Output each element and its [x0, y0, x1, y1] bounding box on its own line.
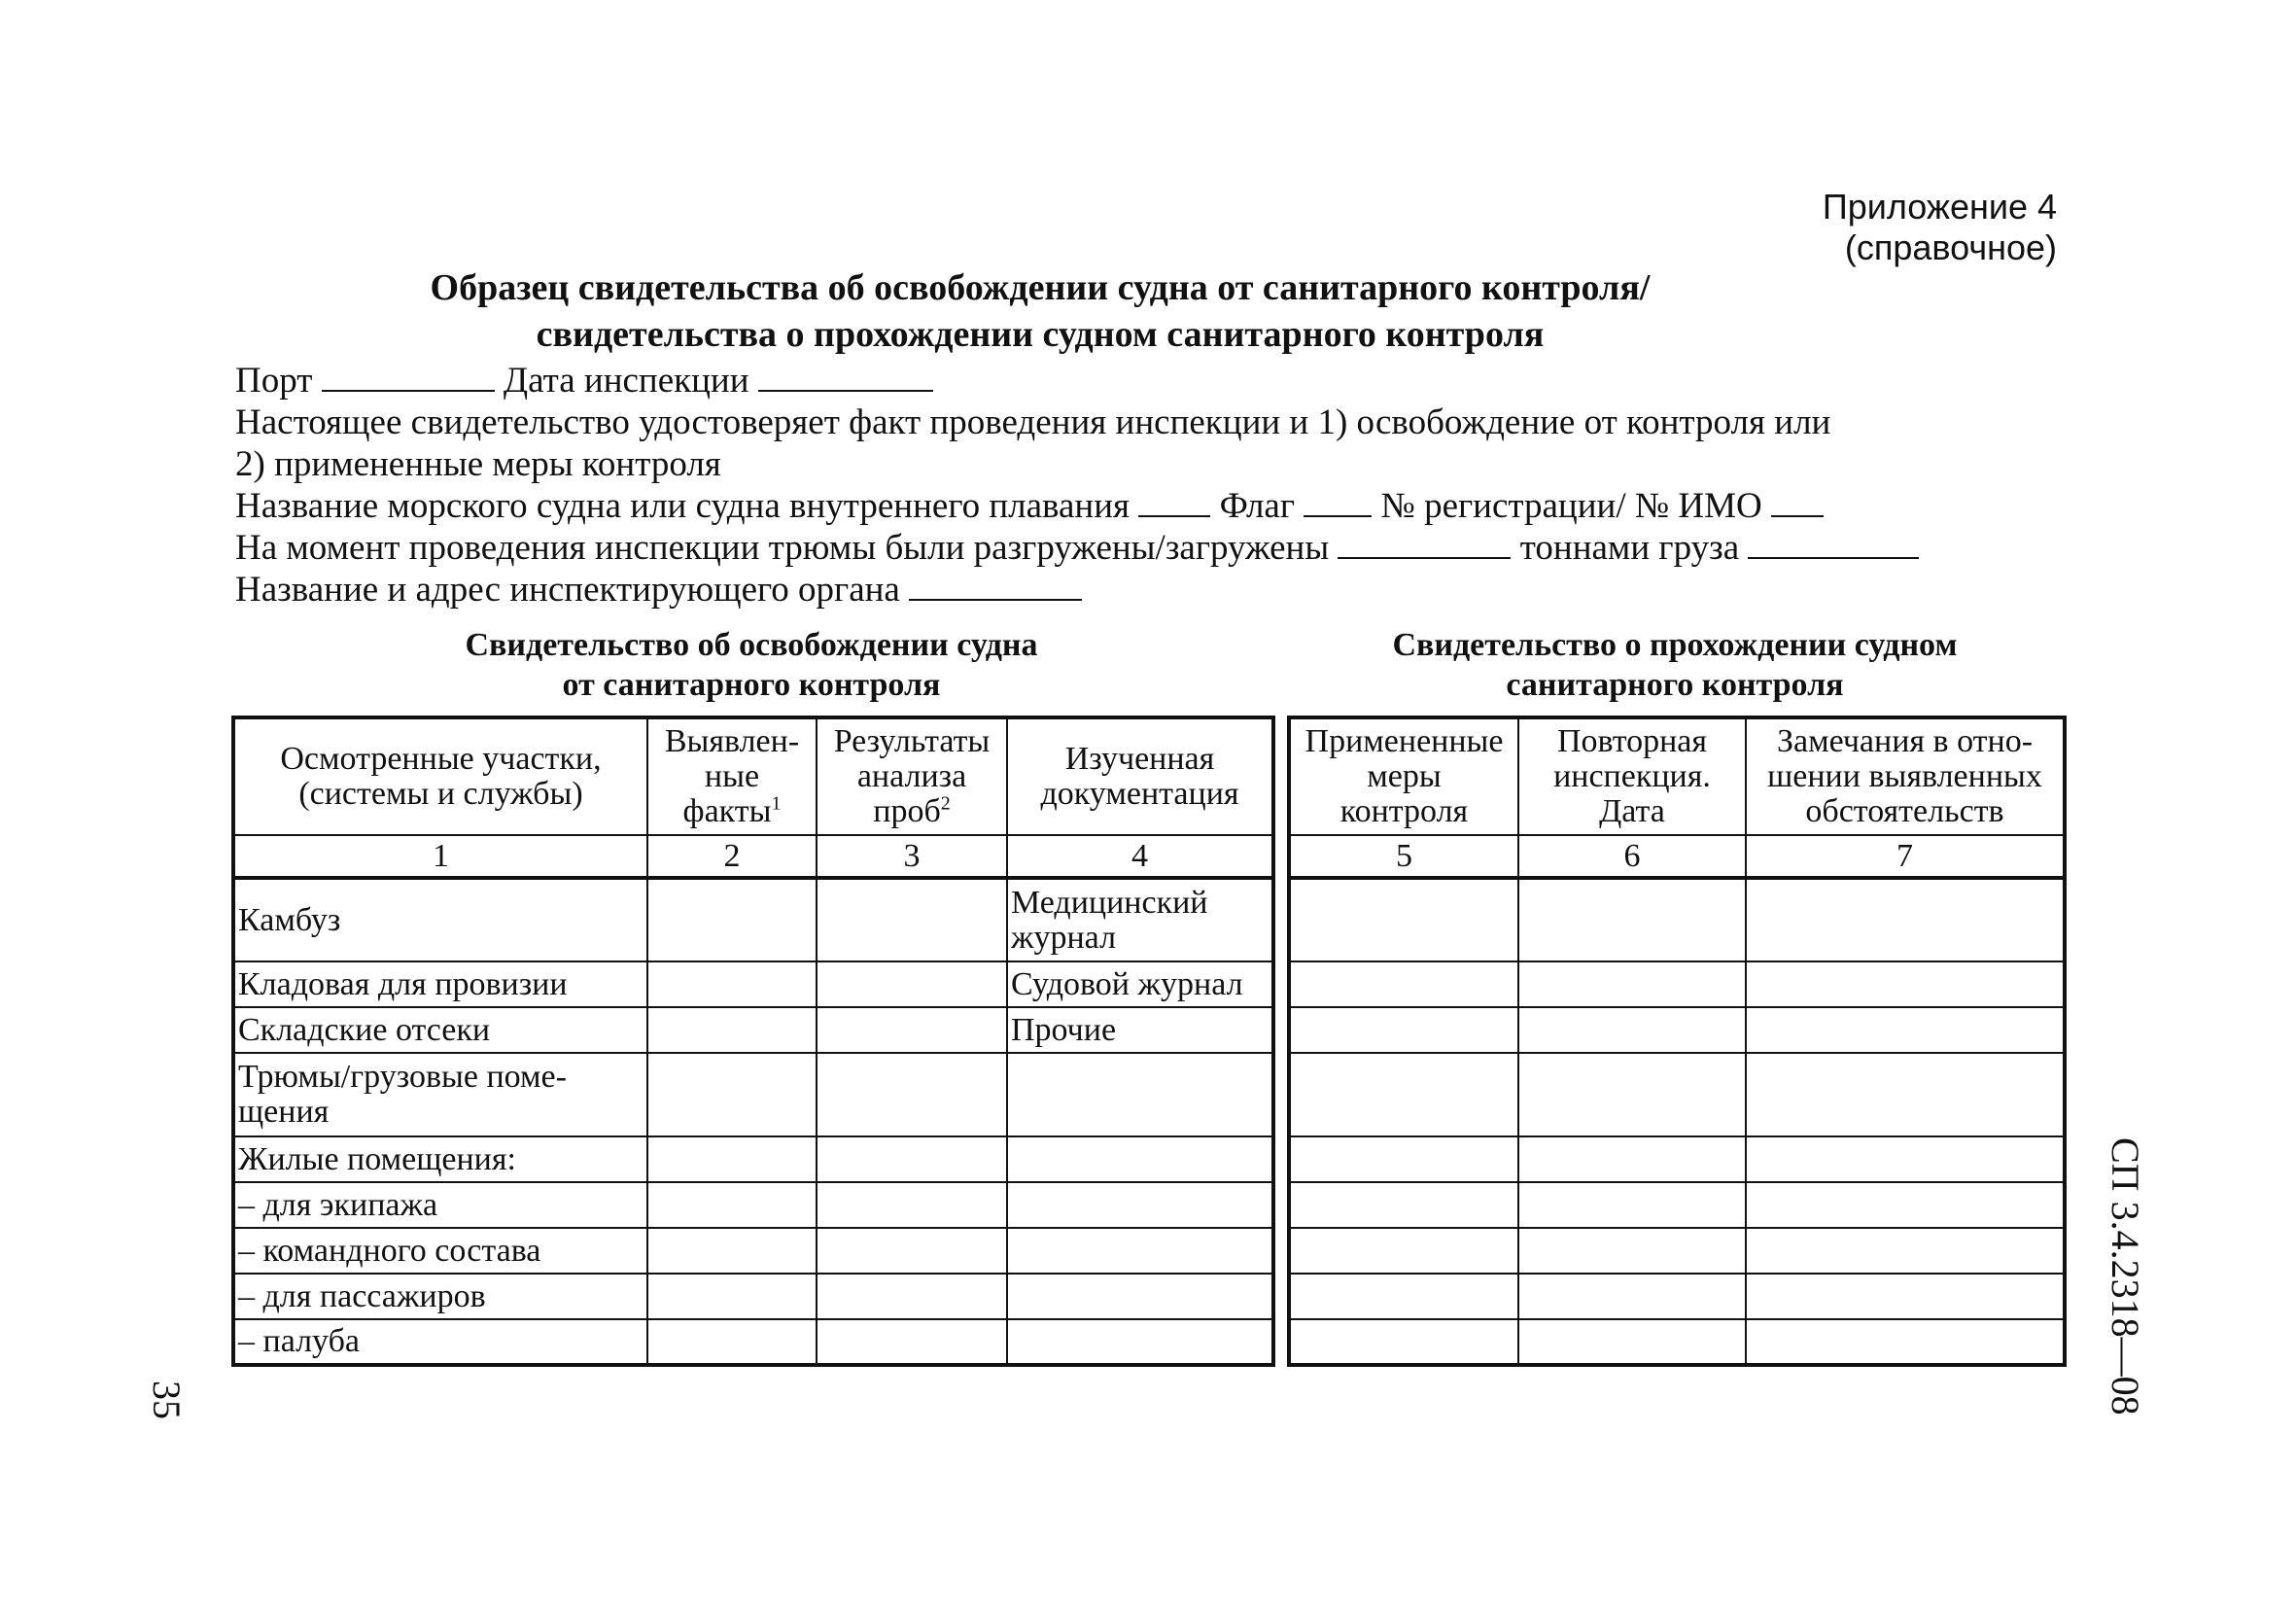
form-fields [235, 360, 2082, 611]
results-cell[interactable] [817, 878, 1007, 961]
repeat-date-cell[interactable] [1518, 878, 1746, 961]
results-cell[interactable] [817, 1053, 1007, 1136]
doc-cell[interactable] [1007, 1182, 1273, 1228]
column-number: 1 [233, 835, 647, 878]
table-row [1289, 1319, 2065, 1365]
facts-cell[interactable] [647, 1053, 817, 1136]
certifies-line-2: 2) примененные меры контроля [235, 444, 721, 484]
facts-cell[interactable] [647, 878, 817, 961]
area-cell: – для пассажиров [233, 1274, 647, 1319]
remarks-cell[interactable] [1746, 878, 2065, 961]
inspection-date-blank[interactable] [758, 361, 933, 392]
results-cell[interactable] [817, 1007, 1007, 1053]
results-cell[interactable] [817, 1274, 1007, 1319]
right-section-title-line-2: санитарного контроля [1506, 667, 1844, 703]
table-row [233, 1136, 1273, 1182]
area-cell: Трюмы/грузовые поме-щения [233, 1053, 647, 1136]
control-table [1287, 716, 2067, 1367]
left-section-title-line-2: от санитарного контроля [562, 667, 941, 703]
area-cell: Камбуз [233, 878, 647, 961]
certifies-line-1: Настоящее свидетельство удостоверяет факт проведения инспекции и 1) освобождение от контроля или [235, 402, 1831, 442]
header-applied-measures: Примененные меры контроля [1289, 717, 1518, 835]
repeat-date-cell[interactable] [1518, 1274, 1746, 1319]
table-row [1289, 1228, 2065, 1274]
measures-cell[interactable] [1289, 1182, 1518, 1228]
remarks-cell[interactable] [1746, 961, 2065, 1007]
remarks-cell[interactable] [1746, 1228, 2065, 1274]
holds-line [235, 527, 2082, 569]
doc-cell[interactable] [1007, 1136, 1273, 1182]
port-blank[interactable] [322, 361, 495, 392]
inspection-date-label: Дата инспекции [503, 361, 749, 401]
header-row [233, 717, 1273, 835]
repeat-date-cell[interactable] [1518, 1053, 1746, 1136]
doc-cell: Медицинский журнал [1007, 878, 1273, 961]
registration-label: № регистрации/ № ИМО [1380, 486, 1762, 526]
repeat-date-cell[interactable] [1518, 1136, 1746, 1182]
facts-cell[interactable] [647, 961, 817, 1007]
measures-cell[interactable] [1289, 1228, 1518, 1274]
appendix-type: (справочное) [1844, 227, 2057, 267]
table-row [1289, 1007, 2065, 1053]
doc-cell[interactable] [1007, 1274, 1273, 1319]
appendix-label [1823, 187, 2057, 268]
header-documentation: Изученная документация [1007, 717, 1273, 835]
facts-cell[interactable] [647, 1274, 817, 1319]
registration-blank[interactable] [1771, 486, 1824, 517]
vessel-name-label: Название морского судна или судна внутреннего плавания [235, 486, 1131, 526]
column-number: 3 [817, 835, 1007, 878]
table-row [233, 1007, 1273, 1053]
table-row [233, 1182, 1273, 1228]
repeat-date-cell[interactable] [1518, 1228, 1746, 1274]
flag-blank[interactable] [1304, 486, 1372, 517]
measures-cell[interactable] [1289, 1053, 1518, 1136]
title-line-1: Образец свидетельства об освобождении судна от санитарного контроля/ [430, 267, 1651, 308]
facts-cell[interactable] [647, 1319, 817, 1365]
column-numbers-row [233, 835, 1273, 878]
facts-cell[interactable] [647, 1182, 817, 1228]
remarks-cell[interactable] [1746, 1136, 2065, 1182]
facts-cell[interactable] [647, 1136, 817, 1182]
results-cell[interactable] [817, 1182, 1007, 1228]
table-row [233, 1228, 1273, 1274]
table-row [1289, 1274, 2065, 1319]
measures-cell[interactable] [1289, 961, 1518, 1007]
doc-cell[interactable] [1007, 1319, 1273, 1365]
port-label: Порт [235, 361, 313, 401]
area-cell: – для экипажа [233, 1182, 647, 1228]
column-number: 5 [1289, 835, 1518, 878]
repeat-date-cell[interactable] [1518, 1007, 1746, 1053]
vessel-line [235, 485, 2082, 527]
repeat-date-cell[interactable] [1518, 1182, 1746, 1228]
tons-label: тоннами груза [1519, 528, 1740, 568]
facts-cell[interactable] [647, 1007, 817, 1053]
repeat-date-cell[interactable] [1518, 1319, 1746, 1365]
port-date-line [235, 360, 2082, 402]
authority-line [235, 569, 2082, 611]
authority-blank[interactable] [909, 570, 1082, 601]
document-title [292, 264, 1789, 358]
area-cell: Складские отсеки [233, 1007, 647, 1053]
table-row [233, 961, 1273, 1007]
results-cell[interactable] [817, 1319, 1007, 1365]
remarks-cell[interactable] [1746, 1319, 2065, 1365]
table-row [1289, 1182, 2065, 1228]
vessel-name-blank[interactable] [1138, 486, 1210, 517]
document-code: СП 3.4.2318—08 [2104, 1137, 2147, 1415]
right-section-title-line-1: Свидетельство о прохождении судном [1392, 627, 1958, 663]
area-cell: Кладовая для провизии [233, 961, 647, 1007]
doc-cell[interactable] [1007, 1053, 1273, 1136]
measures-cell[interactable] [1289, 1274, 1518, 1319]
table-row [1289, 878, 2065, 961]
table-row [1289, 1136, 2065, 1182]
appendix-number: Приложение 4 [1822, 187, 2057, 227]
left-section-title [233, 625, 1270, 705]
holds-state-label: На момент проведения инспекции трюмы были разгружены/загружены [235, 528, 1330, 568]
table-row [233, 1053, 1273, 1136]
area-cell: – командного состава [233, 1228, 647, 1274]
results-cell[interactable] [817, 1228, 1007, 1274]
title-line-2: свидетельства о прохождении судном санитарного контроля [536, 314, 1545, 355]
results-cell[interactable] [817, 961, 1007, 1007]
column-numbers-row [1289, 835, 2065, 878]
remarks-cell[interactable] [1746, 1274, 2065, 1319]
doc-cell[interactable] [1007, 1228, 1273, 1274]
header-found-facts: Выявлен- ные факты$^1$ [647, 717, 817, 835]
column-number: 6 [1518, 835, 1746, 878]
measures-cell[interactable] [1289, 1136, 1518, 1182]
results-cell[interactable] [817, 1136, 1007, 1182]
table-row [1289, 1053, 2065, 1136]
header-row [1289, 717, 2065, 835]
area-cell: – палуба [233, 1319, 647, 1365]
exemption-table [231, 716, 1275, 1367]
header-repeat-inspection: Повторная инспекция. Дата [1518, 717, 1746, 835]
left-section-title-line-1: Свидетельство об освобождении судна [465, 627, 1038, 663]
column-number: 7 [1746, 835, 2065, 878]
right-section-title [1289, 625, 2061, 705]
tons-blank[interactable] [1748, 528, 1919, 559]
measures-cell[interactable] [1289, 878, 1518, 961]
flag-label: Флаг [1219, 486, 1296, 526]
authority-label: Название и адрес инспектирующего органа [235, 570, 900, 610]
remarks-cell[interactable] [1746, 1182, 2065, 1228]
remarks-cell[interactable] [1746, 1053, 2065, 1136]
column-number: 4 [1007, 835, 1273, 878]
holds-blank[interactable] [1338, 528, 1511, 559]
header-remarks: Замечания в отно- шении выявленных обстоятельств [1746, 717, 2065, 835]
table-row [1289, 961, 2065, 1007]
facts-cell[interactable] [647, 1228, 817, 1274]
header-inspected-areas: Осмотренные участки, (системы и службы) [233, 717, 647, 835]
page-number: 35 [145, 1380, 189, 1419]
repeat-date-cell[interactable] [1518, 961, 1746, 1007]
measures-cell[interactable] [1289, 1007, 1518, 1053]
table-row [233, 1319, 1273, 1365]
column-number: 2 [647, 835, 817, 878]
area-cell: Жилые помещения: [233, 1136, 647, 1182]
doc-cell: Судовой журнал [1007, 961, 1273, 1007]
header-sample-results: Результаты анализа проб$^2$ [817, 717, 1007, 835]
measures-cell[interactable] [1289, 1319, 1518, 1365]
table-row [233, 1274, 1273, 1319]
remarks-cell[interactable] [1746, 1007, 2065, 1053]
table-row [233, 878, 1273, 961]
doc-cell: Прочие [1007, 1007, 1273, 1053]
